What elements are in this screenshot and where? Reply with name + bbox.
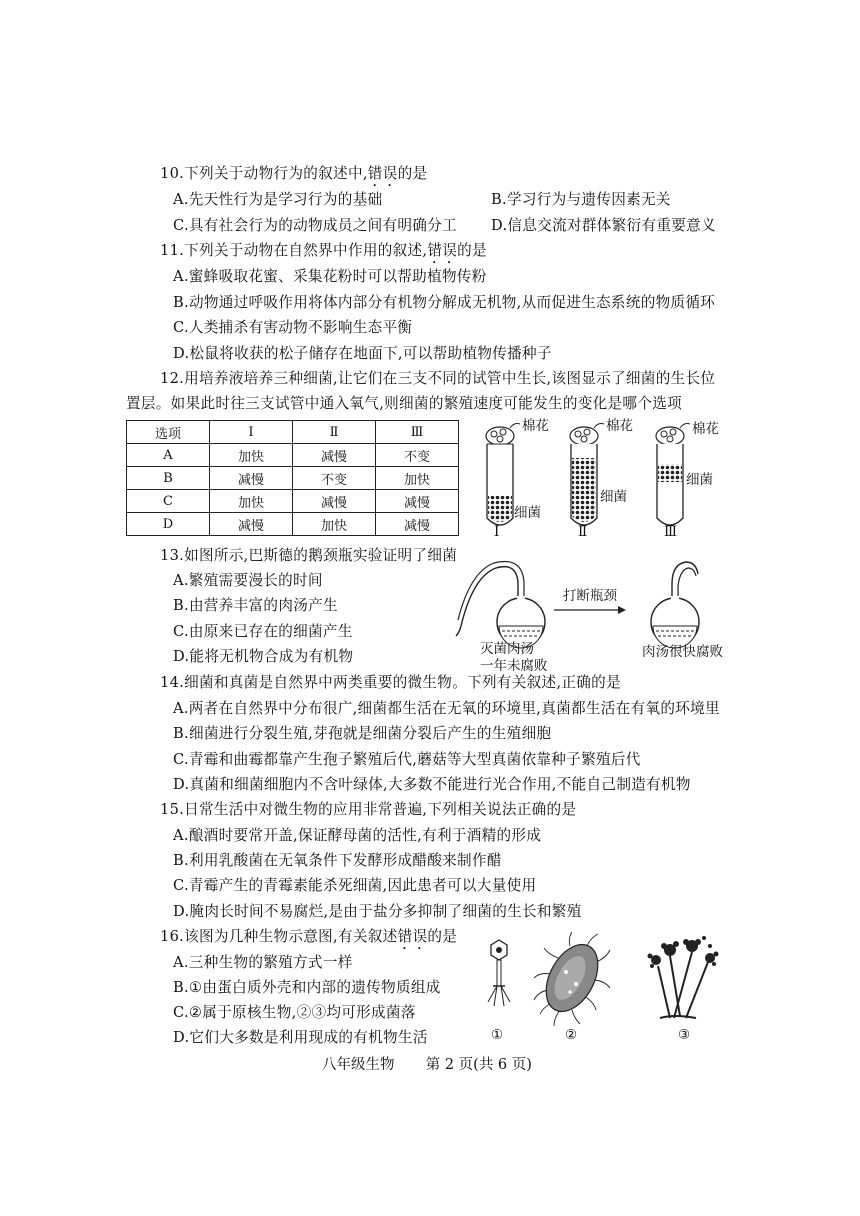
q10-option-a: A.先天性行为是学习行为的基础 xyxy=(173,191,383,208)
tube-numeral-2: Ⅱ xyxy=(578,524,588,540)
table-cell: 加快 xyxy=(210,444,293,467)
table-cell: A xyxy=(127,444,210,467)
cotton-label-3: 棉花 xyxy=(692,421,719,437)
table-cell: D xyxy=(127,513,210,536)
table-cell: B xyxy=(127,467,210,490)
q16-option-d: D.它们大多数是利用现成的有机物生活 xyxy=(173,1029,428,1046)
page-footer xyxy=(322,1053,532,1074)
q10-option-c: C.具有社会行为的动物成员之间有明确分工 xyxy=(173,217,457,234)
table-row xyxy=(127,467,459,490)
q16-stem xyxy=(160,927,457,953)
q11-option-c: C.人类捕杀有害动物不影响生态平衡 xyxy=(173,319,413,336)
bacteria-label-3: 细菌 xyxy=(686,472,713,488)
mold-icon xyxy=(648,936,719,1018)
table-row xyxy=(127,513,459,536)
right-flask-caption: 肉汤很快腐败 xyxy=(642,644,723,660)
q11-stem-text: 11.下列关于动物在自然界中作用的叙述, xyxy=(160,242,428,259)
q11-option-b: B.动物通过呼吸作用将体内部分有机物分解成无机物,从而促进生态系统的物质循环 xyxy=(173,294,716,311)
table-cell: 减慢 xyxy=(293,444,376,467)
test-tube-3 xyxy=(656,427,684,525)
table-cell: 减慢 xyxy=(376,513,459,536)
table-cell: 不变 xyxy=(376,444,459,467)
left-flask-caption-2: 一年未腐败 xyxy=(480,658,548,674)
table-header-cell: Ⅰ xyxy=(210,421,293,444)
swan-neck-flask xyxy=(456,562,545,648)
footer-page-number: 第 2 页(共 6 页) xyxy=(425,1057,532,1073)
bacteria-label-1: 细菌 xyxy=(514,505,541,521)
organism-number-3: ③ xyxy=(678,1027,691,1043)
q14-option-b: B.细菌进行分裂生殖,芽孢就是细菌分裂后产生的生殖细胞 xyxy=(173,725,552,742)
table-cell: 加快 xyxy=(293,513,376,536)
q12-options-table xyxy=(126,420,459,536)
q14-option-c: C.青霉和曲霉都靠产生孢子繁殖后代,蘑菇等大型真菌依靠种子繁殖后代 xyxy=(173,751,641,768)
q13-option-a: A.繁殖需要漫长的时间 xyxy=(173,572,323,589)
q16-option-b: B.①由蛋白质外壳和内部的遗传物质组成 xyxy=(173,979,441,996)
test-tube-2 xyxy=(570,427,598,525)
table-header-cell: Ⅱ xyxy=(293,421,376,444)
q13-option-c: C.由原来已存在的细菌产生 xyxy=(173,623,353,640)
q13-option-d: D.能将无机物合成为有机物 xyxy=(173,648,354,665)
tube-numeral-3: Ⅲ xyxy=(664,524,678,540)
q11-option-a: A.蜜蜂吸取花蜜、采集花粉时可以帮助植物传粉 xyxy=(173,268,487,285)
cotton-label-1: 棉花 xyxy=(522,418,549,434)
table-row xyxy=(127,490,459,513)
q16-emphasis: 错误 xyxy=(397,928,428,945)
q11-emphasis: 错误 xyxy=(427,242,458,259)
q12-stem-line2: 置层。如果此时往三支试管中通入氧气,则细菌的繁殖速度可能发生的变化是哪个选项 xyxy=(126,395,683,412)
q10-stem-text: 10.下列关于动物行为的叙述中, xyxy=(160,165,368,182)
q15-stem: 15.日常生活中对微生物的应用非常普遍,下列相关说法正确的是 xyxy=(160,801,577,818)
table-cell: C xyxy=(127,490,210,513)
bacterium-icon xyxy=(534,932,610,1026)
q14-option-d: D.真菌和细菌细胞内不含叶绿体,大多数不能进行光合作用,不能自己制造有机物 xyxy=(173,776,691,793)
q13-option-b: B.由营养丰富的肉汤产生 xyxy=(173,597,338,614)
q13-stem: 13.如图所示,巴斯德的鹅颈瓶实验证明了细菌 xyxy=(160,547,458,564)
table-header-cell: 选项 xyxy=(127,421,210,444)
q10-option-d: D.信息交流对群体繁衍有重要意义 xyxy=(491,217,716,234)
cotton-label-2: 棉花 xyxy=(606,418,633,434)
table-header-cell: Ⅲ xyxy=(376,421,459,444)
footer-subject: 八年级生物 xyxy=(322,1057,395,1073)
q11-option-d: D.松鼠将收获的松子储存在地面下,可以帮助植物传播种子 xyxy=(173,345,552,362)
table-cell: 加快 xyxy=(210,490,293,513)
arrow xyxy=(554,606,626,614)
virus-icon xyxy=(488,940,510,1006)
test-tube-1 xyxy=(486,427,514,525)
table-header-row xyxy=(127,421,459,444)
q12-stem-line1: 12.用培养液培养三种细菌,让它们在三支不同的试管中生长,该图显示了细菌的生长位 xyxy=(160,370,716,387)
q10-stem xyxy=(160,164,427,190)
broken-neck-flask xyxy=(651,562,699,648)
q15-option-d: D.腌肉长时间不易腐烂,是由于盐分多抑制了细菌的生长和繁殖 xyxy=(173,903,582,920)
table-cell: 不变 xyxy=(293,467,376,490)
q15-option-b: B.利用乳酸菌在无氧条件下发酵形成醋酸来制作醋 xyxy=(173,852,502,869)
q16-stem-text: 16.该图为几种生物示意图,有关叙述 xyxy=(160,928,398,945)
table-cell: 减慢 xyxy=(376,490,459,513)
arrow-label: 打断瓶颈 xyxy=(563,588,617,604)
organisms-figure xyxy=(474,932,724,1032)
q14-stem: 14.细菌和真菌是自然界中两类重要的微生物。下列有关叙述,正确的是 xyxy=(160,674,621,691)
q15-option-c: C.青霉产生的青霉素能杀死细菌,因此患者可以大量使用 xyxy=(173,877,537,894)
q11-stem-end: 的是 xyxy=(457,242,487,259)
table-cell: 减慢 xyxy=(210,513,293,536)
q10-emphasis: 错误 xyxy=(367,165,398,182)
left-flask-caption-1: 灭菌肉汤 xyxy=(480,641,534,657)
q16-option-a: A.三种生物的繁殖方式一样 xyxy=(173,954,353,971)
q11-stem xyxy=(160,241,487,267)
table-row xyxy=(127,444,459,467)
table-cell: 减慢 xyxy=(293,490,376,513)
organism-number-1: ① xyxy=(491,1027,504,1043)
organism-number-2: ② xyxy=(565,1027,578,1043)
q10-stem-end: 的是 xyxy=(397,165,428,182)
q16-option-c: C.②属于原核生物,②③均可形成菌落 xyxy=(173,1004,416,1021)
q16-stem-end: 的是 xyxy=(427,928,458,945)
q14-option-a: A.两者在自然界中分布很广,细菌都生活在无氧的环境里,真菌都生活在有氧的环境里 xyxy=(173,700,720,717)
table-cell: 加快 xyxy=(376,467,459,490)
tube-numeral-1: Ⅰ xyxy=(494,524,500,540)
table-cell: 减慢 xyxy=(210,467,293,490)
bacteria-label-2: 细菌 xyxy=(600,489,627,505)
q10-option-b: B.学习行为与遗传因素无关 xyxy=(491,191,671,208)
q15-option-a: A.酿酒时要常开盖,保证酵母菌的活性,有利于酒精的形成 xyxy=(173,827,542,844)
